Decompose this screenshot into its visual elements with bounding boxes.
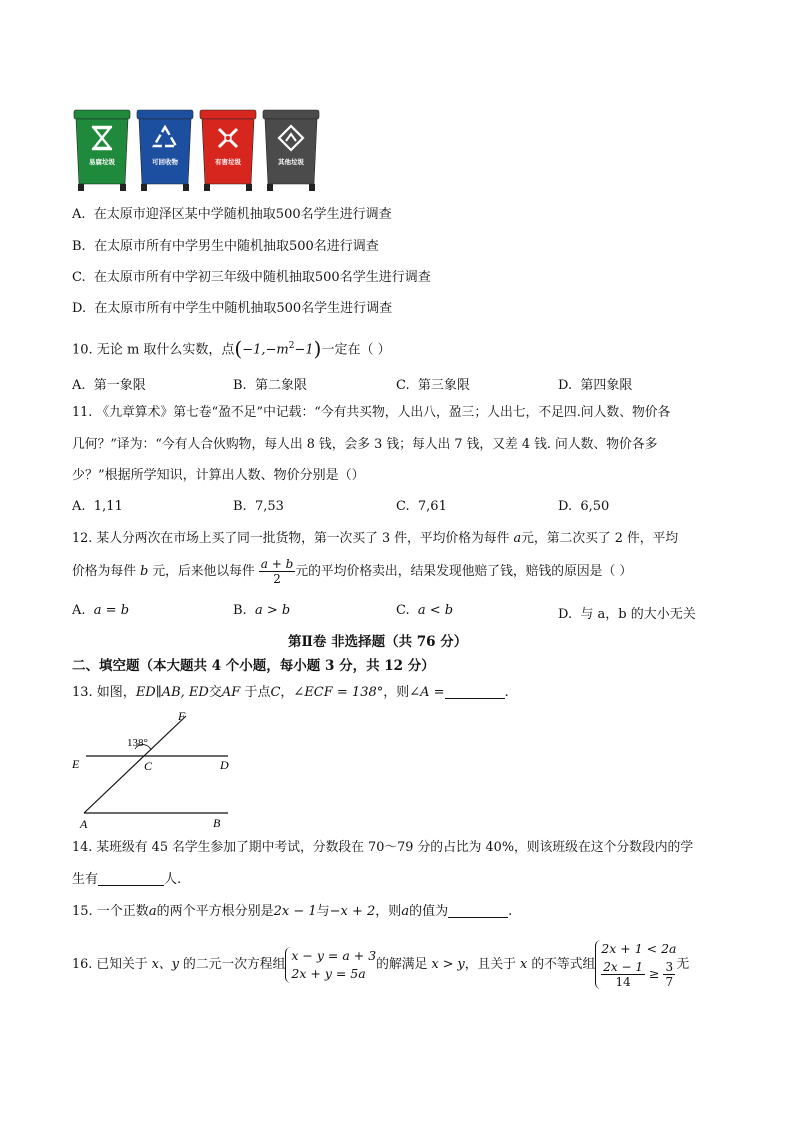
angle-label: 138° xyxy=(127,737,148,749)
garbage-bins-image xyxy=(72,104,324,196)
q9-option-c: C. 在太原市所有中学初三年级中随机抽取500名学生进行调查 xyxy=(72,270,431,285)
garbage-bin-label: 其他垃圾 xyxy=(278,158,304,166)
q12-option-a: A. a = b xyxy=(72,603,130,618)
q10-option-d: D. 第四象限 xyxy=(558,378,633,393)
q11-line1: 11. 《九章算术》第七卷“盈不足”中记载：“今有共买物，人出八，盈三；人出七，不足四.问人数、物价各 xyxy=(72,405,671,420)
q10-option-a: A. 第一象限 xyxy=(72,378,146,393)
garbage-bin-1 xyxy=(74,110,130,191)
garbage-bin-label: 易腐垃圾 xyxy=(89,158,115,166)
garbage-bin-4 xyxy=(263,110,319,191)
garbage-bin-2 xyxy=(137,110,193,191)
q11-line2: 几何？”译为：“今有人合伙购物，每人出 8 钱，会多 3 钱；每人出 7 钱，又差 4 钱. 问人数、物价各多 xyxy=(72,437,658,452)
q9-option-b: B. 在太原市所有中学男生中随机抽取500名进行调查 xyxy=(72,239,379,254)
q12-option-b: B. a > b xyxy=(233,603,291,618)
point-d-label: D xyxy=(220,758,229,772)
q12-option-c: C. a < b xyxy=(396,603,454,618)
q9-option-a: A. 在太原市迎泽区某中学随机抽取500名学生进行调查 xyxy=(72,207,392,222)
q14-answer-blank[interactable] xyxy=(98,871,164,886)
part2-title: 第Ⅱ卷 非选择题（共 76 分） xyxy=(288,634,468,650)
garbage-bin-3 xyxy=(200,110,256,191)
point-e-label: E xyxy=(72,757,80,771)
q10-option-c: C. 第三象限 xyxy=(396,378,470,393)
q11-option-a: A. 1,11 xyxy=(72,499,123,514)
garbage-bin-label: 可回收物 xyxy=(152,158,178,166)
point-f-label: F xyxy=(178,709,186,723)
q12-line2: 价格为每件 b 元，后来他以每件 $\frac{a + b}{2}$ 元的平均价格卖出，结果发现他赔了钱，赔钱的原因是（ ） xyxy=(72,557,633,586)
q13-figure xyxy=(68,706,238,832)
q10-option-b: B. 第二象限 xyxy=(233,378,307,393)
section2-title: 二、填空题（本大题共 4 个小题，每小题 3 分，共 12 分） xyxy=(72,658,435,674)
q10-stem: 10. 无论 m 取什么实数，点$(-1,-m^2-1)$一定在（ ） xyxy=(72,336,391,361)
q16-stem: 16. 已知关于 x、y 的二元一次方程组 x − y = a + 3 2x + y = 5a 的解满足 x > y，且关于 x 的不等式组 2x + 1 < 2a $\frac{2x - 1}{14}$ ≥ $\frac{3}{7}$ 无 xyxy=(72,941,690,989)
q9-option-d: D. 在太原市所有中学生中随机抽取500名学生进行调查 xyxy=(72,301,393,316)
q15-answer-blank[interactable] xyxy=(448,903,508,918)
q11-line3: 少？”根据所学知识，计算出人数、物价分别是（） xyxy=(72,468,365,483)
q12-option-d: D. 与 a，b 的大小无关 xyxy=(558,607,696,622)
garbage-bin-label: 有害垃圾 xyxy=(215,158,241,166)
q15-stem: 15. 一个正数a的两个平方根分别是2x − 1与−x + 2，则a的值为 . xyxy=(72,904,513,919)
q12-fraction: $\frac{a + b}{2}$ xyxy=(260,557,294,586)
q11-option-c: C. 7,61 xyxy=(396,499,447,514)
q13-answer-blank[interactable] xyxy=(445,684,505,699)
q16-inequality-system: 2x + 1 < 2a $\frac{2x - 1}{14}$ ≥ $\frac{3}{7}$ xyxy=(595,940,676,989)
q11-option-b: B. 7,53 xyxy=(233,499,284,514)
line-af xyxy=(84,716,186,813)
q12-line1: 12. 某人分两次在市场上买了同一批货物，第一次买了 3 件，平均价格为每件 a元，第二次买了 2 件，平均 xyxy=(72,531,679,546)
q11-option-d: D. 6,50 xyxy=(558,499,610,514)
q16-equation-system: x − y = a + 3 2x + y = 5a xyxy=(285,947,376,983)
q14-line1: 14. 某班级有 45 名学生参加了期中考试，分数段在 70～79 分的占比为 40%，则该班级在这个分数段内的学 xyxy=(72,840,694,855)
point-a-label: A xyxy=(80,817,88,831)
point-c-label: C xyxy=(144,759,153,773)
q14-line2: 生有 人. xyxy=(72,872,182,887)
point-b-label: B xyxy=(213,816,221,830)
q13-stem: 13. 如图，ED∥AB, ED交AF 于点C，∠ECF = 138°，则∠A = . xyxy=(72,685,509,700)
